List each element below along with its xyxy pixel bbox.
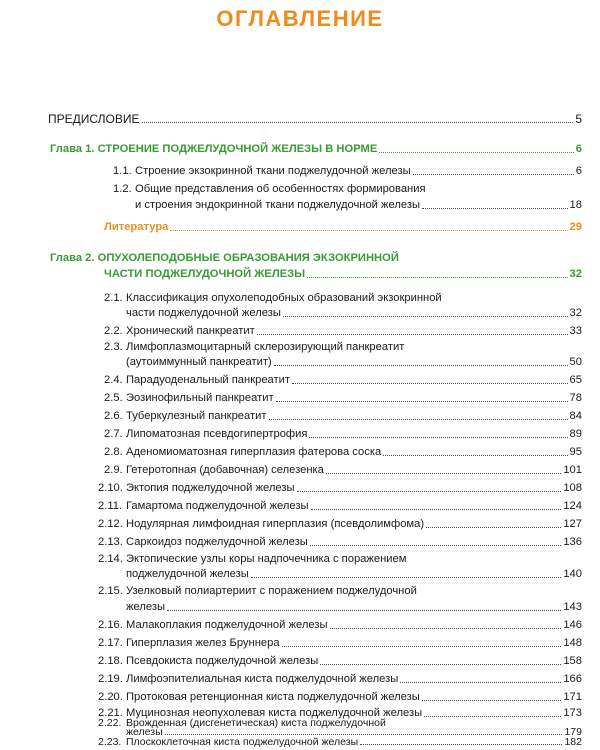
toc-entry-1-2[interactable] (135, 198, 582, 212)
toc-entry-2-18[interactable] (98, 654, 582, 668)
dot-leader (426, 527, 561, 528)
section-number: 2.4. (104, 374, 123, 386)
toc-page-number: 166 (563, 673, 582, 685)
section-title: Псевдокиста поджелудочной железы (126, 655, 319, 667)
section-title: Плоскоклеточная киста поджелудочной железы (126, 736, 359, 748)
section-title: Лимфоэпителиальная киста поджелудочной железы (126, 673, 399, 685)
section-title: Саркоидоз поджелудочной железы (126, 536, 308, 548)
toc-entry-2-14[interactable] (126, 567, 582, 581)
toc-entry-label (98, 481, 295, 495)
dot-leader (276, 401, 568, 402)
section-title: Эозинофильный панкреатит (126, 392, 274, 404)
toc-entry-label: (аутоиммунный панкреатит) (126, 356, 272, 368)
toc-page-number: 136 (563, 536, 582, 548)
toc-page-number: 143 (563, 601, 582, 613)
section-title: Гиперплазия желез Бруннера (126, 637, 280, 649)
toc-entry-1-1[interactable] (113, 164, 582, 178)
toc-entry-2-1-line1 (104, 291, 442, 305)
dot-leader (142, 122, 574, 123)
toc-entry-label: ПРЕДИСЛОВИЕ (48, 112, 140, 126)
toc-page-number: 101 (563, 464, 582, 476)
dot-leader (400, 682, 561, 683)
chapter-number: Глава 2. (50, 252, 95, 264)
toc-page-number: 5 (575, 112, 582, 126)
section-number: 2.16. (98, 619, 123, 631)
toc-entry-label (104, 324, 255, 338)
section-title: Малакоплакия поджелудочной железы (126, 619, 328, 631)
dot-leader (360, 744, 562, 745)
section-number: 2.12. (98, 518, 123, 530)
dot-leader (170, 230, 567, 231)
section-number: 2.7. (104, 428, 123, 440)
toc-entry-label: и строения эндокринной ткани поджелудочной железы (135, 199, 421, 211)
dot-leader (424, 716, 561, 717)
toc-page-number: 179 (564, 726, 582, 738)
dot-leader (167, 610, 561, 611)
toc-entry-label: железы (126, 601, 166, 613)
toc-page-number: 6 (575, 165, 582, 177)
toc-entry-label (104, 409, 267, 423)
toc-entry-label (113, 164, 411, 178)
section-number: 2.21. (98, 707, 123, 719)
toc-page-number: 108 (563, 482, 582, 494)
section-number: 2.13. (98, 536, 123, 548)
toc-page-number: 140 (563, 568, 582, 580)
toc-entry-label (98, 535, 308, 549)
toc-entry-label (104, 427, 307, 441)
toc-entry-2-6[interactable] (104, 409, 582, 423)
toc-entry-2-9[interactable] (104, 463, 582, 477)
section-title-line1: Классификация опухолеподобных образований экзокринной (126, 292, 442, 304)
section-title-line1: Эктопические узлы коры надпочечника с поражением (126, 553, 407, 565)
section-number: 2.18. (98, 655, 123, 667)
dot-leader (330, 628, 562, 629)
toc-entry-label (98, 737, 358, 748)
toc-page-number: 182 (564, 736, 582, 748)
section-title: Строение экзокринной ткани поджелудочной железы (135, 165, 411, 177)
section-number: 2.9. (104, 464, 123, 476)
dot-leader (282, 646, 562, 647)
toc-entry-2-3[interactable] (126, 355, 582, 369)
dot-leader (251, 577, 562, 578)
toc-page-number: 158 (563, 655, 582, 667)
chapter-number: Глава 1. (50, 143, 95, 155)
toc-entry-literature[interactable] (104, 220, 582, 234)
toc-entry-2-12[interactable] (98, 517, 582, 531)
dot-leader (422, 208, 568, 209)
toc-entry-2-8[interactable] (104, 445, 582, 459)
toc-entry-label (98, 672, 398, 686)
dot-leader (310, 545, 562, 546)
toc-entry-label (104, 373, 290, 387)
toc-entry-2-13[interactable] (98, 535, 582, 549)
section-number: 1.1. (113, 165, 132, 177)
section-title: Липоматозная псевдогипертрофия (126, 428, 308, 440)
section-title-line1: Лимфоплазмоцитарный склерозирующий панкреатит (126, 341, 405, 353)
toc-page-number: 173 (563, 707, 582, 719)
dot-leader (311, 509, 562, 510)
section-number: 2.10. (98, 482, 123, 494)
toc-entry-2-1[interactable] (126, 306, 582, 320)
section-title: Муцинозная неопухолевая киста поджелудочной железы (126, 707, 423, 719)
dot-leader (379, 152, 573, 153)
toc-page-number: 50 (569, 356, 582, 368)
dot-leader (283, 316, 568, 317)
dot-leader (257, 334, 568, 335)
toc-page-number: 127 (563, 518, 582, 530)
dot-leader (326, 473, 561, 474)
toc-entry-label: поджелудочной железы (126, 568, 249, 580)
toc-entry-2-11[interactable] (98, 499, 582, 513)
section-number: 2.20. (98, 691, 123, 703)
toc-entry-2-17[interactable] (98, 636, 582, 650)
dot-leader (307, 277, 567, 278)
toc-entry-preface[interactable] (48, 112, 582, 126)
section-number: 2.11. (98, 500, 123, 512)
toc-entry-label (98, 499, 309, 513)
section-title: Парадуоденальный панкреатит (126, 374, 291, 386)
toc-page-number: 32 (569, 268, 582, 280)
toc-entry-2-20[interactable] (98, 690, 582, 704)
toc-page-number: 6 (575, 143, 582, 155)
toc-page-number: 146 (563, 619, 582, 631)
toc-page-number: 89 (569, 428, 582, 440)
toc-entry-2-4[interactable] (104, 373, 582, 387)
toc-entry-2-3-line1 (104, 340, 404, 354)
toc-page-number: 18 (569, 199, 582, 211)
dot-leader (309, 437, 567, 438)
dot-leader (274, 365, 568, 366)
section-number: 2.19. (98, 673, 123, 685)
dot-leader (422, 700, 562, 701)
section-title-line1: Общие представления об особенностях формирования (135, 183, 426, 195)
section-number: 2.14. (98, 553, 123, 565)
toc-entry-label (98, 517, 424, 531)
toc-entry-label (98, 636, 280, 650)
toc-entry-label (98, 690, 420, 704)
toc-entry-label (98, 618, 328, 632)
toc-page-number: 95 (569, 446, 582, 458)
toc-entry-label: ЧАСТИ ПОДЖЕЛУДОЧНОЙ ЖЕЛЕЗЫ (104, 268, 306, 280)
dot-leader (269, 419, 568, 420)
section-number: 2.17. (98, 637, 123, 649)
toc-entry-label: железы (126, 726, 163, 738)
section-title: Аденомиоматозная гиперплазия фатерова соска (126, 446, 382, 458)
toc-page-number: 171 (563, 691, 582, 703)
toc-entry-2-15-line1 (98, 584, 417, 598)
toc-entry-2-5[interactable] (104, 391, 582, 405)
toc-page-number: 32 (569, 307, 582, 319)
chapter-title-line1: ОПУХОЛЕПОДОБНЫЕ ОБРАЗОВАНИЯ ЭКЗОКРИННОЙ (97, 252, 399, 264)
dot-leader (292, 383, 568, 384)
toc-chapter-1[interactable] (50, 142, 582, 156)
section-title-line1: Узелковый полиартериит с поражением поджелудочной (126, 585, 417, 597)
toc-page-number: 84 (569, 410, 582, 422)
section-title-line1: Врожденная (дисгенетическая) киста поджелудочной (126, 717, 386, 729)
section-number: 2.23. (98, 736, 122, 748)
toc-entry-label (104, 391, 274, 405)
section-title: Гетеротопная (добавочная) селезенка (126, 464, 324, 476)
dot-leader (297, 491, 562, 492)
toc-chapter-2[interactable] (104, 267, 582, 281)
section-number: 2.3. (104, 341, 123, 353)
section-number: 1.2. (113, 183, 132, 195)
toc-entry-label: Литература (104, 221, 169, 233)
chapter-title: СТРОЕНИЕ ПОДЖЕЛУДОЧНОЙ ЖЕЛЕЗЫ В НОРМЕ (97, 143, 378, 155)
dot-leader (413, 174, 574, 175)
toc-page-number: 124 (563, 500, 582, 512)
toc-entry-2-10[interactable] (98, 481, 582, 495)
section-number: 2.22. (98, 717, 122, 729)
toc-entry-2-7[interactable] (104, 427, 582, 441)
section-title: Протоковая ретенционная киста поджелудочной железы (126, 691, 420, 703)
toc-page-number: 29 (569, 221, 582, 233)
section-number: 2.6. (104, 410, 123, 422)
section-title: Туберкулезный панкреатит (126, 410, 267, 422)
section-number: 2.5. (104, 392, 123, 404)
section-title: Эктопия поджелудочной железы (126, 482, 295, 494)
toc-page-number: 78 (569, 392, 582, 404)
page-title: ОГЛАВЛЕНИЕ (216, 6, 384, 31)
toc-entry-label (104, 445, 381, 459)
section-number: 2.1. (104, 292, 123, 304)
toc-entry-2-15[interactable] (126, 600, 582, 614)
section-title: Гамартома поджелудочной железы (126, 500, 309, 512)
toc-entry-2-2[interactable] (104, 324, 582, 338)
section-title: Нодулярная лимфоидная гиперплазия (псевдолимфома) (126, 518, 425, 530)
toc-chapter-2-line1 (50, 251, 399, 265)
toc-entry-2-14-line1 (98, 552, 406, 566)
toc-entry-1-2-line1 (113, 182, 426, 196)
dot-leader (320, 664, 561, 665)
section-number: 2.8. (104, 446, 123, 458)
toc-entry-2-19[interactable] (98, 672, 582, 686)
dot-leader (165, 734, 563, 735)
section-title: Хронический панкреатит (126, 325, 255, 337)
toc-entry-label (50, 142, 377, 156)
toc-entry-label (98, 654, 318, 668)
toc-entry-label (104, 463, 324, 477)
toc-entry-2-16[interactable] (98, 618, 582, 632)
toc-page-number: 148 (563, 637, 582, 649)
toc-entry-2-23[interactable] (98, 737, 582, 748)
toc-page-number: 33 (569, 325, 582, 337)
toc-page-number: 65 (569, 374, 582, 386)
toc-entry-label: части поджелудочной железы (126, 307, 281, 319)
section-number: 2.2. (104, 325, 123, 337)
section-number: 2.15. (98, 585, 123, 597)
dot-leader (383, 455, 567, 456)
